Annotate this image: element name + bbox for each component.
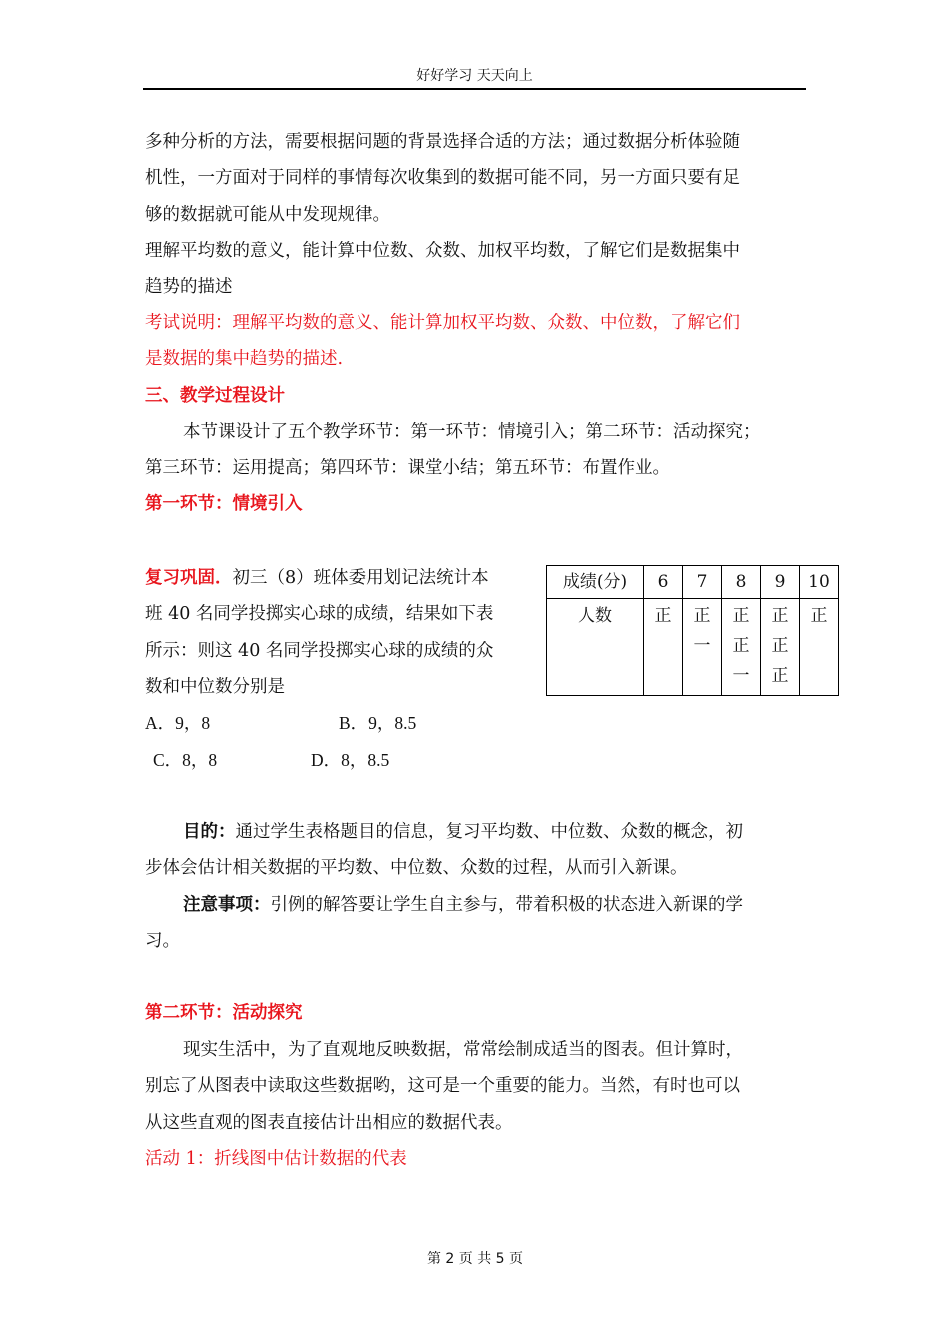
stage-heading: 第二环节：活动探究 bbox=[145, 1003, 303, 1023]
purpose-line: 步体会估计相关数据的平均数、中位数、众数的过程，从而引入新课。 bbox=[145, 858, 688, 878]
para-line: 别忘了从图表中读取这些数据哟，这可是一个重要的能力。当然，有时也可以 bbox=[145, 1076, 740, 1096]
score-column: 7 bbox=[683, 566, 722, 599]
para-line: 现实生活中，为了直观地反映数据，常常绘制成适当的图表。但计算时， bbox=[183, 1040, 743, 1060]
tally-mark: 正 bbox=[732, 636, 750, 656]
para-line: 多种分析的方法，需要根据问题的背景选择合适的方法；通过数据分析体验随 bbox=[145, 132, 740, 152]
tally-mark: 正 bbox=[771, 606, 789, 626]
count-row-label: 人数 bbox=[547, 599, 644, 696]
note-text: 引例的解答要让学生自主参与，带着积极的状态进入新课的学 bbox=[270, 895, 743, 915]
purpose-text: 通过学生表格题目的信息，复习平均数、中位数、众数的概念，初 bbox=[235, 822, 743, 842]
option-c: C．8，8 bbox=[153, 750, 218, 770]
para-line: 趋势的描述 bbox=[145, 277, 233, 297]
para-line: 理解平均数的意义，能计算中位数、众数、加权平均数，了解它们是数据集中 bbox=[145, 241, 740, 261]
tally-mark: 正 bbox=[771, 666, 789, 686]
tally-cell bbox=[683, 599, 722, 696]
review-line bbox=[145, 566, 489, 590]
score-table bbox=[546, 565, 839, 696]
activity-heading: 活动 1：折线图中估计数据的代表 bbox=[145, 1149, 407, 1169]
score-header-label: 成绩(分) bbox=[547, 566, 644, 599]
option-d: D．8，8.5 bbox=[311, 750, 390, 770]
review-line: 数和中位数分别是 bbox=[145, 677, 285, 697]
stage-heading: 第一环节：情境引入 bbox=[145, 494, 303, 514]
tally-cell bbox=[722, 599, 761, 696]
purpose-label: 目的： bbox=[183, 822, 236, 842]
score-column: 8 bbox=[722, 566, 761, 599]
para-line: 第三环节：运用提高；第四环节：课堂小结；第五环节：布置作业。 bbox=[145, 458, 670, 478]
tally-cell bbox=[761, 599, 800, 696]
tally-mark: 正 bbox=[810, 606, 828, 626]
section-heading: 三、教学过程设计 bbox=[145, 386, 285, 406]
score-column: 9 bbox=[761, 566, 800, 599]
tally-mark: 正 bbox=[654, 606, 672, 626]
review-label: 复习巩固． bbox=[145, 568, 233, 588]
review-line: 所示：则这 40 名同学投掷实心球的成绩的众 bbox=[145, 641, 494, 661]
tally-mark: 正 bbox=[771, 636, 789, 656]
review-text: 初三（8）班体委用划记法统计本 bbox=[232, 568, 489, 588]
note-line bbox=[183, 893, 743, 917]
para-line: 从这些直观的图表直接估计出相应的数据代表。 bbox=[145, 1113, 513, 1133]
exam-note-line: 考试说明：理解平均数的意义、能计算加权平均数、众数、中位数，了解它们 bbox=[145, 313, 740, 333]
option-a: A．9，8 bbox=[145, 713, 211, 733]
score-column: 6 bbox=[644, 566, 683, 599]
note-label: 注意事项： bbox=[183, 895, 271, 915]
tally-mark: 一 bbox=[693, 636, 711, 656]
note-line: 习。 bbox=[145, 931, 180, 951]
option-b: B．9，8.5 bbox=[339, 713, 417, 733]
score-column: 10 bbox=[800, 566, 839, 599]
exam-note-line: 是数据的集中趋势的描述. bbox=[145, 349, 344, 369]
purpose-line bbox=[183, 820, 743, 844]
para-line: 机性，一方面对于同样的事情每次收集到的数据可能不同，另一方面只要有足 bbox=[145, 168, 740, 188]
page-footer: 第 2 页 共 5 页 bbox=[426, 1251, 524, 1267]
para-line: 本节课设计了五个教学环节：第一环节：情境引入；第二环节：活动探究； bbox=[183, 422, 761, 442]
para-line: 够的数据就可能从中发现规律。 bbox=[145, 205, 390, 225]
tally-mark: 一 bbox=[732, 666, 750, 686]
review-line: 班 40 名同学投掷实心球的成绩，结果如下表 bbox=[145, 604, 494, 624]
tally-mark: 正 bbox=[732, 606, 750, 626]
tally-cell bbox=[800, 599, 839, 696]
tally-mark: 正 bbox=[693, 606, 711, 626]
page-header: 好好学习 天天向上 bbox=[143, 66, 806, 90]
tally-cell bbox=[644, 599, 683, 696]
